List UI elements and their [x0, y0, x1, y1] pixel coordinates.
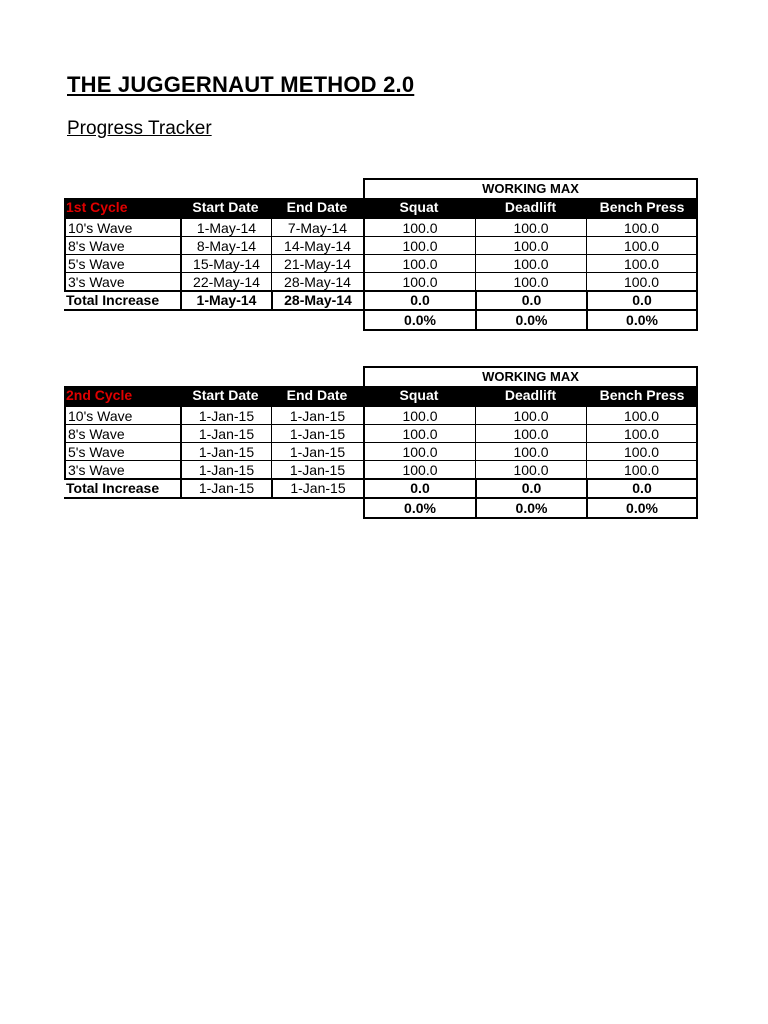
squat-value: 100.0	[363, 273, 475, 291]
wave-label: 10's Wave	[64, 219, 180, 237]
header-bench-press: Bench Press	[599, 199, 685, 215]
percent-bench-press: 0.0%	[586, 499, 698, 517]
bench-press-value: 100.0	[586, 425, 698, 443]
start-date: 8-May-14	[180, 237, 271, 255]
header-squat: Squat	[399, 199, 439, 215]
bench-press-value: 100.0	[586, 407, 698, 425]
document-title: THE JUGGERNAUT METHOD 2.0	[67, 72, 415, 97]
table-row	[64, 406, 698, 424]
deadlift-value: 100.0	[475, 425, 586, 443]
wave-label: 8's Wave	[64, 237, 180, 255]
end-date: 1-Jan-15	[271, 443, 363, 461]
cycle-label: 1st Cycle	[66, 199, 128, 215]
start-date: 1-May-14	[180, 219, 271, 237]
working-max-label: WORKING MAX	[363, 178, 698, 198]
percent-row	[64, 499, 698, 517]
bench-press-value: 100.0	[586, 461, 698, 479]
deadlift-value: 100.0	[475, 219, 586, 237]
bench-press-value: 100.0	[586, 443, 698, 461]
document-subtitle: Progress Tracker	[67, 118, 212, 139]
squat-value: 100.0	[363, 407, 475, 425]
start-date: 1-Jan-15	[180, 461, 271, 479]
header-squat: Squat	[399, 387, 439, 403]
total-squat: 0.0	[363, 479, 475, 497]
table-row	[64, 272, 698, 290]
end-date: 28-May-14	[271, 273, 363, 291]
squat-value: 100.0	[363, 461, 475, 479]
table-row	[64, 254, 698, 272]
start-date: 1-Jan-15	[180, 407, 271, 425]
squat-value: 100.0	[363, 219, 475, 237]
table-row	[64, 218, 698, 236]
end-date: 21-May-14	[271, 255, 363, 273]
header-row	[64, 198, 698, 216]
wave-label: 8's Wave	[64, 425, 180, 443]
header-row	[64, 386, 698, 404]
total-start-date: 1-Jan-15	[180, 479, 271, 497]
working-max-label: WORKING MAX	[363, 366, 698, 386]
percent-squat: 0.0%	[363, 311, 475, 329]
end-date: 14-May-14	[271, 237, 363, 255]
percent-squat: 0.0%	[363, 499, 475, 517]
total-end-date: 28-May-14	[271, 291, 363, 309]
header-deadlift: Deadlift	[504, 387, 557, 403]
total-end-date: 1-Jan-15	[271, 479, 363, 497]
total-label: Total Increase	[66, 292, 160, 308]
end-date: 7-May-14	[271, 219, 363, 237]
header-bench-press: Bench Press	[599, 387, 685, 403]
end-date: 1-Jan-15	[271, 425, 363, 443]
start-date: 1-Jan-15	[180, 425, 271, 443]
header-start-date: Start Date	[192, 199, 259, 215]
total-start-date: 1-May-14	[180, 291, 271, 309]
squat-value: 100.0	[363, 255, 475, 273]
table-row	[64, 424, 698, 442]
squat-value: 100.0	[363, 443, 475, 461]
header-end-date: End Date	[286, 199, 348, 215]
bench-press-value: 100.0	[586, 273, 698, 291]
total-bench-press: 0.0	[586, 479, 698, 497]
wave-label: 10's Wave	[64, 407, 180, 425]
total-deadlift: 0.0	[475, 479, 586, 497]
squat-value: 100.0	[363, 237, 475, 255]
deadlift-value: 100.0	[475, 443, 586, 461]
start-date: 22-May-14	[180, 273, 271, 291]
total-increase-row	[64, 291, 698, 309]
deadlift-value: 100.0	[475, 273, 586, 291]
total-increase-row	[64, 479, 698, 497]
header-deadlift: Deadlift	[504, 199, 557, 215]
table-row	[64, 442, 698, 460]
percent-bench-press: 0.0%	[586, 311, 698, 329]
end-date: 1-Jan-15	[271, 407, 363, 425]
deadlift-value: 100.0	[475, 237, 586, 255]
total-squat: 0.0	[363, 291, 475, 309]
wave-label: 3's Wave	[64, 461, 180, 479]
deadlift-value: 100.0	[475, 255, 586, 273]
deadlift-value: 100.0	[475, 407, 586, 425]
end-date: 1-Jan-15	[271, 461, 363, 479]
table-row	[64, 236, 698, 254]
start-date: 15-May-14	[180, 255, 271, 273]
wave-label: 3's Wave	[64, 273, 180, 291]
percent-deadlift: 0.0%	[475, 499, 586, 517]
wave-label: 5's Wave	[64, 443, 180, 461]
deadlift-value: 100.0	[475, 461, 586, 479]
percent-deadlift: 0.0%	[475, 311, 586, 329]
cycle-label: 2nd Cycle	[66, 387, 133, 403]
squat-value: 100.0	[363, 425, 475, 443]
header-end-date: End Date	[286, 387, 348, 403]
percent-row	[64, 311, 698, 329]
header-start-date: Start Date	[192, 387, 259, 403]
total-bench-press: 0.0	[586, 291, 698, 309]
total-deadlift: 0.0	[475, 291, 586, 309]
wave-label: 5's Wave	[64, 255, 180, 273]
total-label: Total Increase	[66, 480, 160, 496]
table-row	[64, 460, 698, 478]
bench-press-value: 100.0	[586, 219, 698, 237]
bench-press-value: 100.0	[586, 255, 698, 273]
bench-press-value: 100.0	[586, 237, 698, 255]
start-date: 1-Jan-15	[180, 443, 271, 461]
